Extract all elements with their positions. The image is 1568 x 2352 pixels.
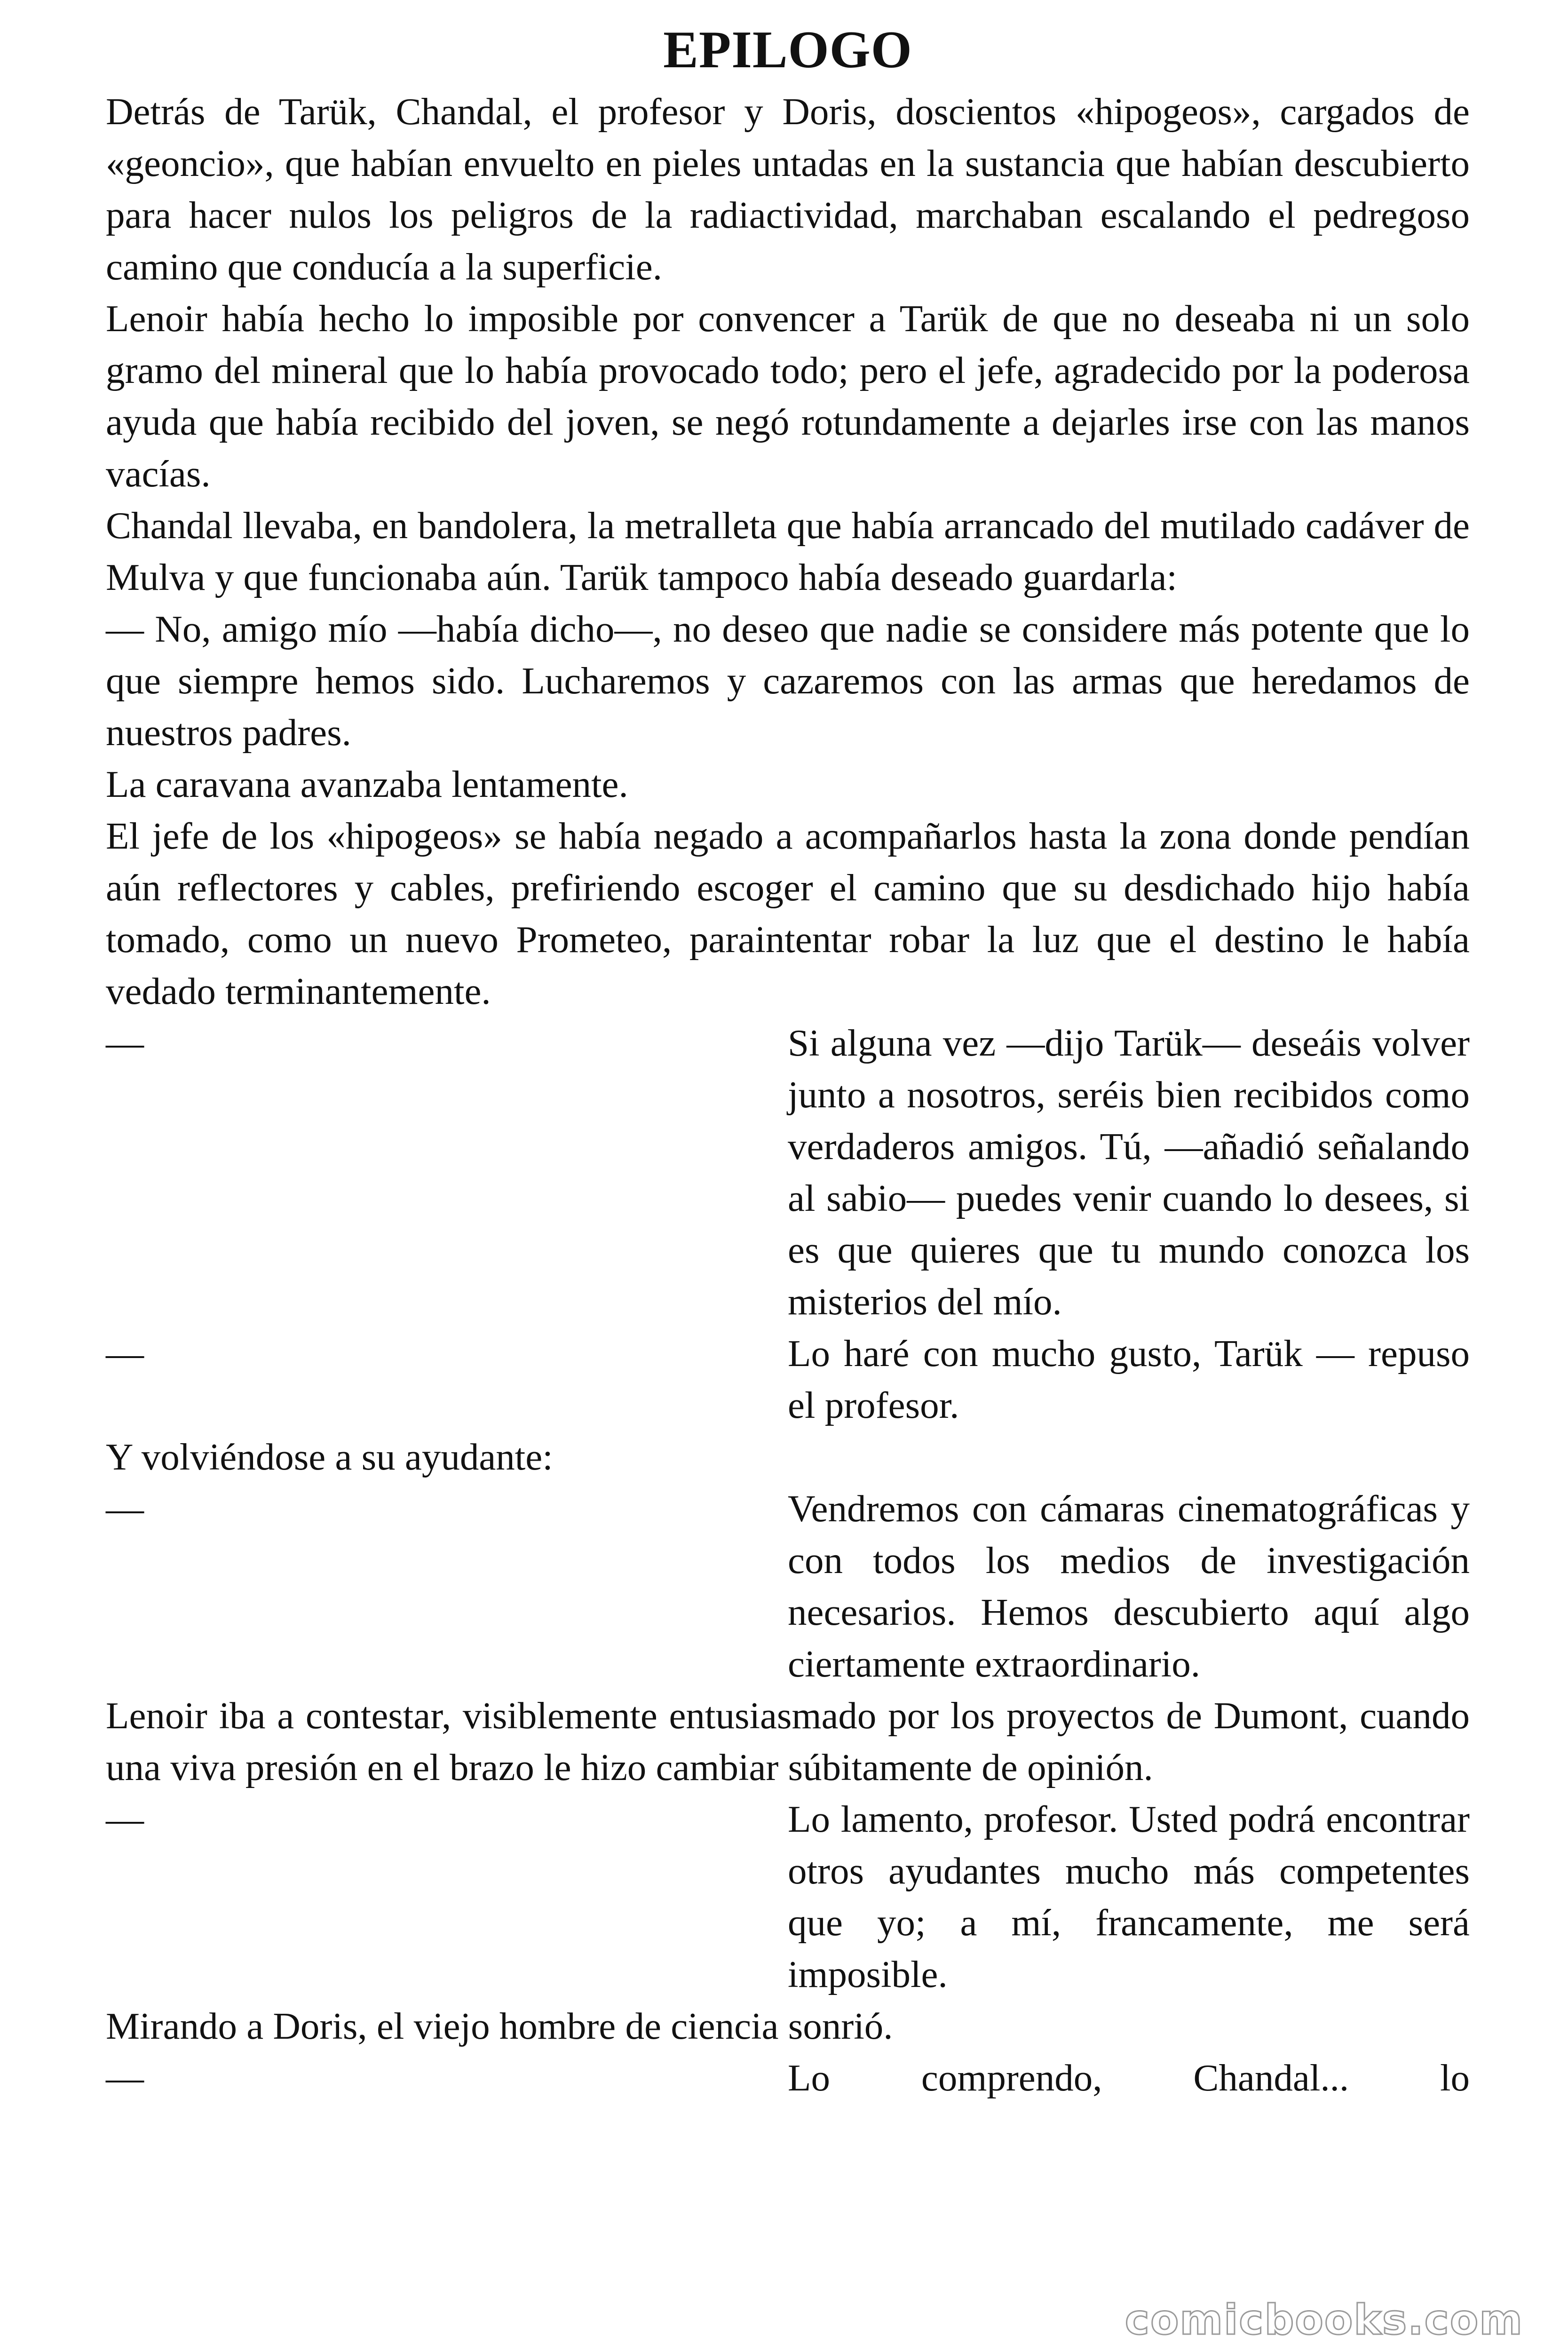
dialogue-text: Lo lamento, profesor. Usted podrá encontrar otros ayudantes mucho más competentes que yo; a mí, francamente, me será imposible. bbox=[788, 1798, 1470, 1995]
dialogue-dash: — bbox=[106, 1332, 144, 1375]
dialogue-line bbox=[106, 1793, 1470, 2000]
paragraph: Mirando a Doris, el viejo hombre de ciencia sonrió. bbox=[106, 2005, 893, 2047]
dialogue-line bbox=[106, 1017, 1470, 1327]
dialogue-line bbox=[106, 1327, 1470, 1431]
dialogue-dash: — bbox=[106, 1022, 144, 1064]
paragraph: Y volviéndose a su ayudante: bbox=[106, 1436, 553, 1478]
paragraph: Detrás de Tarük, Chandal, el profesor y Doris, doscientos «hipogeos», cargados de «geoncio», que habían envuelto en pieles untadas en la sustancia que habían descubierto para hacer nulos los peligros de la radiactividad, marchaban escalando el pedregoso camino que conducía a la superficie. bbox=[106, 90, 1470, 288]
chapter-title: EPILOGO bbox=[663, 21, 912, 79]
document-page bbox=[106, 0, 1470, 2104]
dialogue-text: Lo comprendo, Chandal... lo bbox=[788, 2057, 1470, 2099]
dialogue-line bbox=[106, 1483, 1470, 1690]
document-body bbox=[106, 86, 1470, 2104]
dialogue-line bbox=[106, 2052, 1470, 2104]
dialogue-dash: — bbox=[106, 1487, 144, 1530]
watermark: comicbooks.com bbox=[1125, 2296, 1523, 2344]
paragraph: Chandal llevaba, en bandolera, la metralleta que había arrancado del mutilado cadáver de Mulva y que funcionaba aún. Tarük tampoco había deseado guardarla: bbox=[106, 504, 1470, 598]
dialogue-dash: — bbox=[106, 1798, 144, 1840]
dialogue-text: Lo haré con mucho gusto, Tarük — repuso el profesor. bbox=[788, 1332, 1470, 1426]
paragraph: El jefe de los «hipogeos» se había negado a acompañarlos hasta la zona donde pendían aún reflectores y cables, prefiriendo escoger el camino que su desdichado hijo había tomado, como un nuevo Prometeo, paraintentar robar la luz que el destino le había vedado terminantemente. bbox=[106, 815, 1470, 1012]
paragraph: Lenoir iba a contestar, visiblemente entusiasmado por los proyectos de Dumont, cuando una viva presión en el brazo le hizo cambiar súbitamente de opinión. bbox=[106, 1694, 1470, 1788]
dialogue-text: Vendremos con cámaras cinematográficas y con todos los medios de investigación necesarios. Hemos descubierto aquí algo ciertamente extraordinario. bbox=[788, 1487, 1470, 1685]
dialogue-dash: — bbox=[106, 2057, 144, 2099]
paragraph: La caravana avanzaba lentamente. bbox=[106, 763, 628, 805]
paragraph: — No, amigo mío —había dicho—, no deseo que nadie se considere más potente que lo que siempre hemos sido. Lucharemos y cazaremos con las armas que heredamos de nuestros padres. bbox=[106, 608, 1470, 754]
dialogue-text: Si alguna vez —dijo Tarük— deseáis volver junto a nosotros, seréis bien recibidos como verdaderos amigos. Tú, —añadió señalando al sabio— puedes venir cuando lo desees, si es que quieres que tu mundo conozca los misterios del mío. bbox=[788, 1022, 1470, 1323]
paragraph: Lenoir había hecho lo imposible por convencer a Tarük de que no deseaba ni un solo gramo del mineral que lo había provocado todo; pero el jefe, agradecido por la poderosa ayuda que había recibido del joven, se negó rotundamente a dejarles irse con las manos vacías. bbox=[106, 297, 1470, 495]
